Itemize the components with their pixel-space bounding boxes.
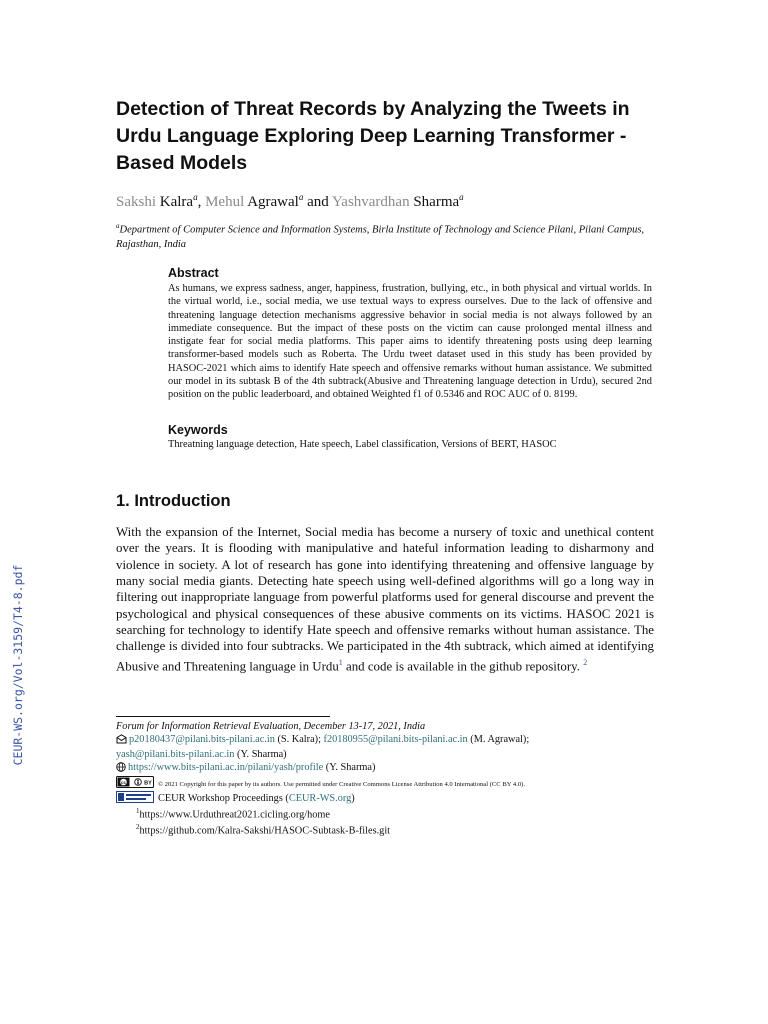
- abstract-text: As humans, we express sadness, anger, happiness, frustration, bullying, etc., in both physical and virtual worlds. In the virtual world, i.e., social media, we use textual ways to express ourselves. Due to the lack of offensive and threatening language detection mechanisms aggressive behavior in social media is not always followed by an immediate consequence. But the impact of these posts on the victim can cause prolonged mental illness and instigate fear for social media platforms. This paper aims to identify threatening posts using deep learning transformer-based models such as Roberta. The Urdu tweet dataset used in this study has been provided by HASOC-2021 which aims to identify Hate speech and offensive remarks without human assistance. We submitted our model in its subtask B of the 4th subtrack(Abusive and Threatening language detection in Urdu), secured 2nd position on the public leaderboard, and obtained Weighted f1 of 0.5346 and ROC AUC of 0. 8199.: [168, 283, 652, 401]
- author-2-family: Agrawal: [247, 194, 299, 210]
- sidebar-stamp-text[interactable]: CEUR-WS.org/Vol-3159/T4-8.pdf: [11, 564, 25, 766]
- footnote-1-mark: 1: [136, 807, 140, 815]
- introduction-paragraph: [116, 524, 654, 674]
- ceur-logo-icon: [116, 791, 154, 803]
- svg-text:cc: cc: [120, 779, 127, 785]
- author-3-given: Yashvardhan: [331, 194, 410, 210]
- ceur-close: ): [351, 793, 355, 804]
- email-line: [116, 733, 656, 748]
- email-line-2: [116, 748, 656, 761]
- envelope-icon: [116, 734, 127, 748]
- introduction-tail-text: and code is available in the github repository.: [342, 659, 584, 674]
- homepage-line: [116, 761, 656, 776]
- footnote-ref-1[interactable]: 1: [338, 657, 343, 667]
- keywords-heading: Keywords: [168, 423, 228, 437]
- arxiv-sidebar-stamp[interactable]: [8, 560, 28, 770]
- copyright-text: © 2021 Copyright for this paper by its authors. Use permitted under Creative Commons License Attribution 4.0 International (CC BY 4.0).: [158, 781, 525, 788]
- affiliation: [116, 219, 656, 252]
- footnote-1: [136, 805, 656, 821]
- author-3-affil-mark: a: [459, 192, 464, 202]
- email-link-kalra[interactable]: p20180437@pilani.bits-pilani.ac.in: [129, 734, 275, 745]
- cc-by-license-icon: [116, 776, 154, 788]
- footnote-2-url[interactable]: https://github.com/Kalra-Sakshi/HASOC-Subtask-B-files.git: [139, 825, 391, 837]
- email-owner-kalra: (S. Kalra);: [274, 734, 324, 745]
- footnote-ref-2[interactable]: 2: [583, 657, 588, 667]
- ceur-line: [116, 791, 656, 805]
- footnote-2-mark: 2: [136, 823, 140, 832]
- homepage-link[interactable]: https://www.bits-pilani.ac.in/pilani/yash/profile: [128, 762, 324, 773]
- author-list: [116, 187, 464, 212]
- author-separator-2: and: [303, 194, 332, 210]
- ceur-link[interactable]: CEUR-WS.org: [288, 793, 352, 804]
- author-3-family: Sharma: [413, 194, 460, 210]
- footnotes: [136, 805, 656, 838]
- first-page-footer: [116, 720, 656, 838]
- paper-title: Detection of Threat Records by Analyzing the Tweets in Urdu Language Exploring Deep Learning Transformer - Based Models: [116, 98, 630, 174]
- author-2-given: Mehul: [205, 194, 245, 210]
- affiliation-text: Department of Computer Science and Information Systems, Birla Institute of Technology and Science Pilani, Pilani Campus, Rajasthan, India: [116, 224, 645, 250]
- author-1-given: Sakshi: [116, 194, 157, 210]
- keywords-text: Threatning language detection, Hate speech, Label classification, Versions of BERT, HASOC: [168, 439, 557, 450]
- email-owner-sharma: (Y. Sharma): [234, 749, 287, 760]
- section-heading-introduction: 1. Introduction: [116, 492, 231, 510]
- affiliation-mark: a: [116, 222, 120, 230]
- footnote-2: [136, 821, 656, 837]
- email-owner-agrawal: (M. Agrawal);: [467, 734, 530, 745]
- abstract-heading: Abstract: [168, 266, 219, 280]
- ceur-text: CEUR Workshop Proceedings (: [158, 793, 289, 804]
- email-link-sharma[interactable]: yash@pilani.bits-pilani.ac.in: [116, 749, 235, 760]
- globe-icon: [116, 762, 126, 776]
- author-2-affil-mark: a: [298, 192, 304, 202]
- footnote-1-url[interactable]: https://www.Urduthreat2021.cicling.org/home: [139, 809, 330, 821]
- author-1-affil-mark: a: [193, 192, 198, 202]
- introduction-text: With the expansion of the Internet, Social media has become a nursery of toxic and unethical content over the years. It is flooding with manipulative and hateful information leading to disharmony and violence in society. A lot of research has gone into identifying threatening and offensive language by many social media giants. Detecting hate speech using well-defined algorithms will go a long way in filtering out inappropriate language from powerful platforms used for general discourse and prevent the psychological and physical consequences of these abusive comments on its victims. HASOC 2021 is searching for technology to identify Hate speech and offensive remarks without human assistance. The challenge is divided into four subtracks. We participated in the 4th subtrack, which aimed at identifying Abusive and Threatening language in Urdu: [116, 525, 654, 674]
- copyright-line: [116, 776, 656, 791]
- footnote-divider: [116, 716, 330, 717]
- homepage-owner: (Y. Sharma): [323, 762, 376, 773]
- venue-note: Forum for Information Retrieval Evaluation, December 13-17, 2021, India: [116, 721, 426, 732]
- author-1-family: Kalra: [159, 194, 194, 210]
- svg-text:BY: BY: [144, 780, 152, 787]
- email-link-agrawal[interactable]: f20180955@pilani.bits-pilani.ac.in: [323, 734, 468, 745]
- author-separator-1: ,: [197, 194, 206, 210]
